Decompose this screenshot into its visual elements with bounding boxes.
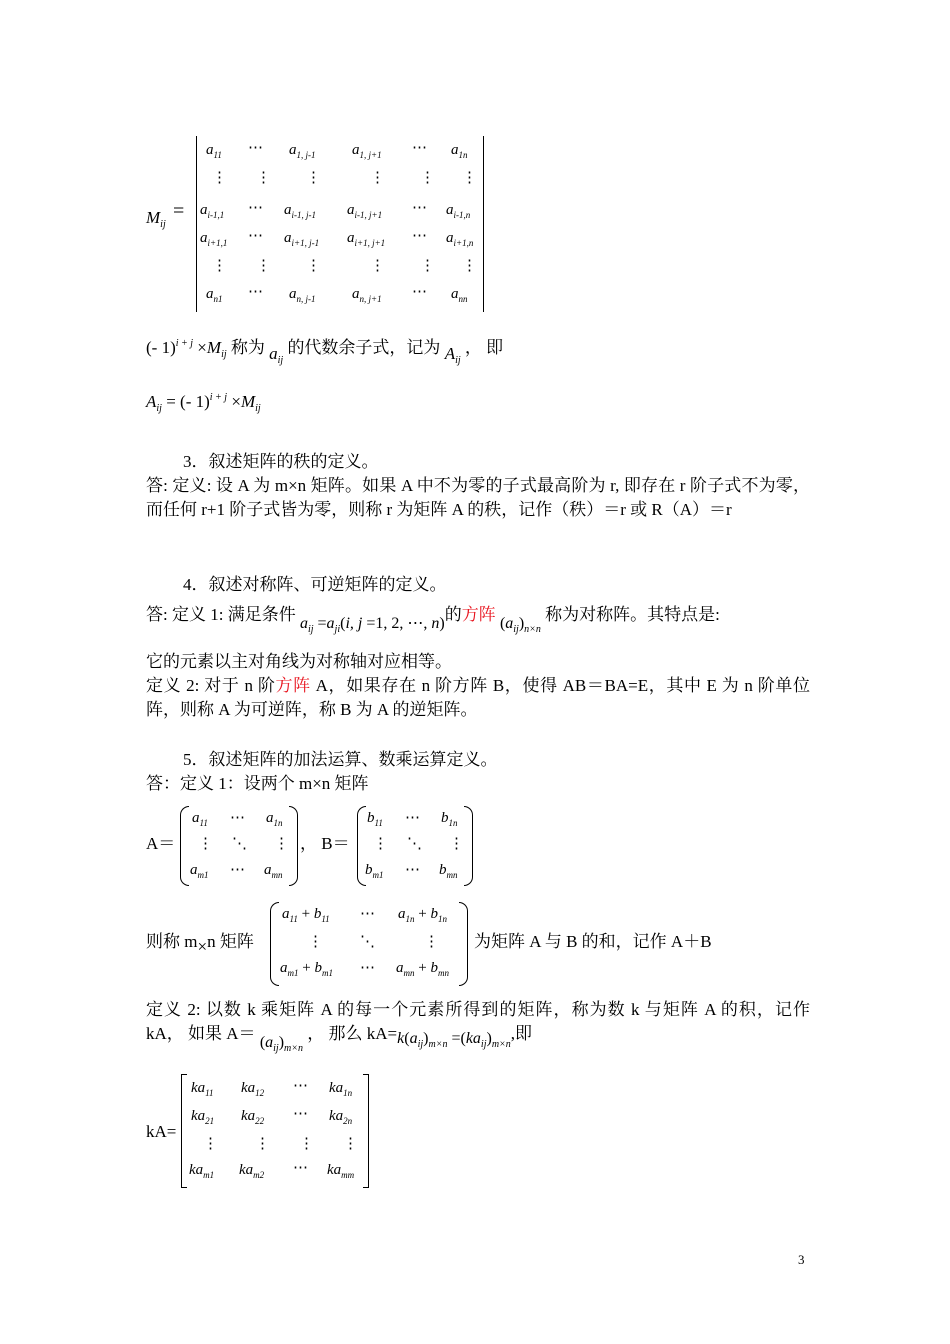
- matrix-ka: $ka_{11}$ $ka_{12}$ ⋯ $ka_{1n}$ $ka_{21}$ $ka_{22}$ ⋯ $ka_{2n}$ ⋮ ⋮ ⋮ ⋮ $ka_{m1}$ $ka_{m2}$ ⋯ $ka_{mm}$: [181, 1074, 369, 1188]
- minor-label: $M_{ij}$: [146, 208, 166, 230]
- matrix-a-label: A＝: [146, 834, 176, 853]
- q4-def1-cont: 它的元素以主对角线为对称轴对应相等。: [146, 652, 452, 671]
- q5-title: 5．叙述矩阵的加法运算、数乘运算定义。: [183, 750, 498, 769]
- q3-title: 3．叙述矩阵的秩的定义。: [183, 452, 379, 471]
- matrix-ka-label: kA=: [146, 1122, 177, 1141]
- equals-sign: =: [173, 200, 185, 222]
- q4-title: 4．叙述对称阵、可逆矩阵的定义。: [183, 575, 447, 594]
- q5-def1: 答：定义 1：设两个 m×n 矩阵: [146, 774, 369, 793]
- cofactor-definition: (- $1)^{i + j} \times M_{ij}$ 称为 $a_{ij}$ 的代数余子式，记为 $A_{ij}$ ， 即: [146, 338, 504, 366]
- q3-answer: 答: 定义: 设 A 为 m×n 矩阵。如果 A 中不为零的子式最高阶为 r, 即存在 r 阶子式不为零，而任何 r+1 阶子式皆为零，则称 r 为矩阵 A 的秩，记作（秩）＝r 或 R（A）＝r: [146, 476, 810, 519]
- matrix-sum: $a_{11} + b_{11}$ ⋯ $a_{1n} + b_{1n}$ ⋮ ⋱ ⋮ $a_{m1} + b_{m1}$ ⋯ $a_{mn} + b_{mn}$: [270, 902, 468, 986]
- page-number: 3: [798, 1252, 805, 1267]
- q4-def2: 定义 2: 对于 n 阶方阵 A，如果存在 n 阶方阵 B，使得 AB＝BA=E，其中 E 为 n 阶单位阵，则称 A 为可逆阵，称 B 为 A 的逆矩阵。: [146, 676, 810, 719]
- sum-suffix: 为矩阵 A 与 B 的和，记作 A＋B: [474, 932, 712, 951]
- q5-def2: 定义 2: 以数 k 乘矩阵 A 的每一个元素所得到的矩阵，称为数 k 与矩阵 A 的积，记作 kA， 如果 $A= (a_{ij})_{m\times n}$ ， 那么 $kA=k(a_{ij})_{m\times n} =(ka_{ij})_{m\times n}$,即: [146, 1000, 810, 1054]
- q4-def1: 答: 定义 1: 满足条件 $a_{ij} =a_{ji}(i$, j =1, 2, ⋯, n)的方阵 $(a_{ij})_{n\times n}$ 称为对称阵。其特点是:: [146, 605, 720, 635]
- minor-determinant: $a_{11}$ ⋯ $a_{1, j-1}$ $a_{1, j+1}$ ⋯ $a_{1n}$ ⋮ ⋮ ⋮ ⋮ ⋮ ⋮ $a_{i-1,1}$ ⋯ $a_{i-1, j-1}$ $a_{i-1, j+1}$ ⋯ $a_{i-1,n}$ $a_{i+1,1}$ ⋯ $a_{i+1, j-1}$ $a_{i+1, j+1}$ ⋯ $a_{i+1,n}$ ⋮ ⋮ ⋮ ⋮ ⋮ ⋮ $a_{n1}$ ⋯ $a_{n, j-1}$ $a_{n, j+1}$ ⋯ $a_{nn}$: [196, 136, 484, 312]
- cofactor-formula: $A_{ij}$ = (- $1)^{i + j} \times M_{ij}$: [146, 392, 261, 414]
- sum-prefix: 则称 m×n 矩阵: [146, 932, 254, 956]
- matrix-b-label: ， B＝: [300, 834, 350, 853]
- matrix-a: $a_{11}$ ⋯ $a_{1n}$ ⋮ ⋱ ⋮ $a_{m1}$ ⋯ $a_{mn}$: [180, 806, 298, 886]
- matrix-b: $b_{11}$ ⋯ $b_{1n}$ ⋮ ⋱ ⋮ $b_{m1}$ ⋯ $b_{mn}$: [357, 806, 473, 886]
